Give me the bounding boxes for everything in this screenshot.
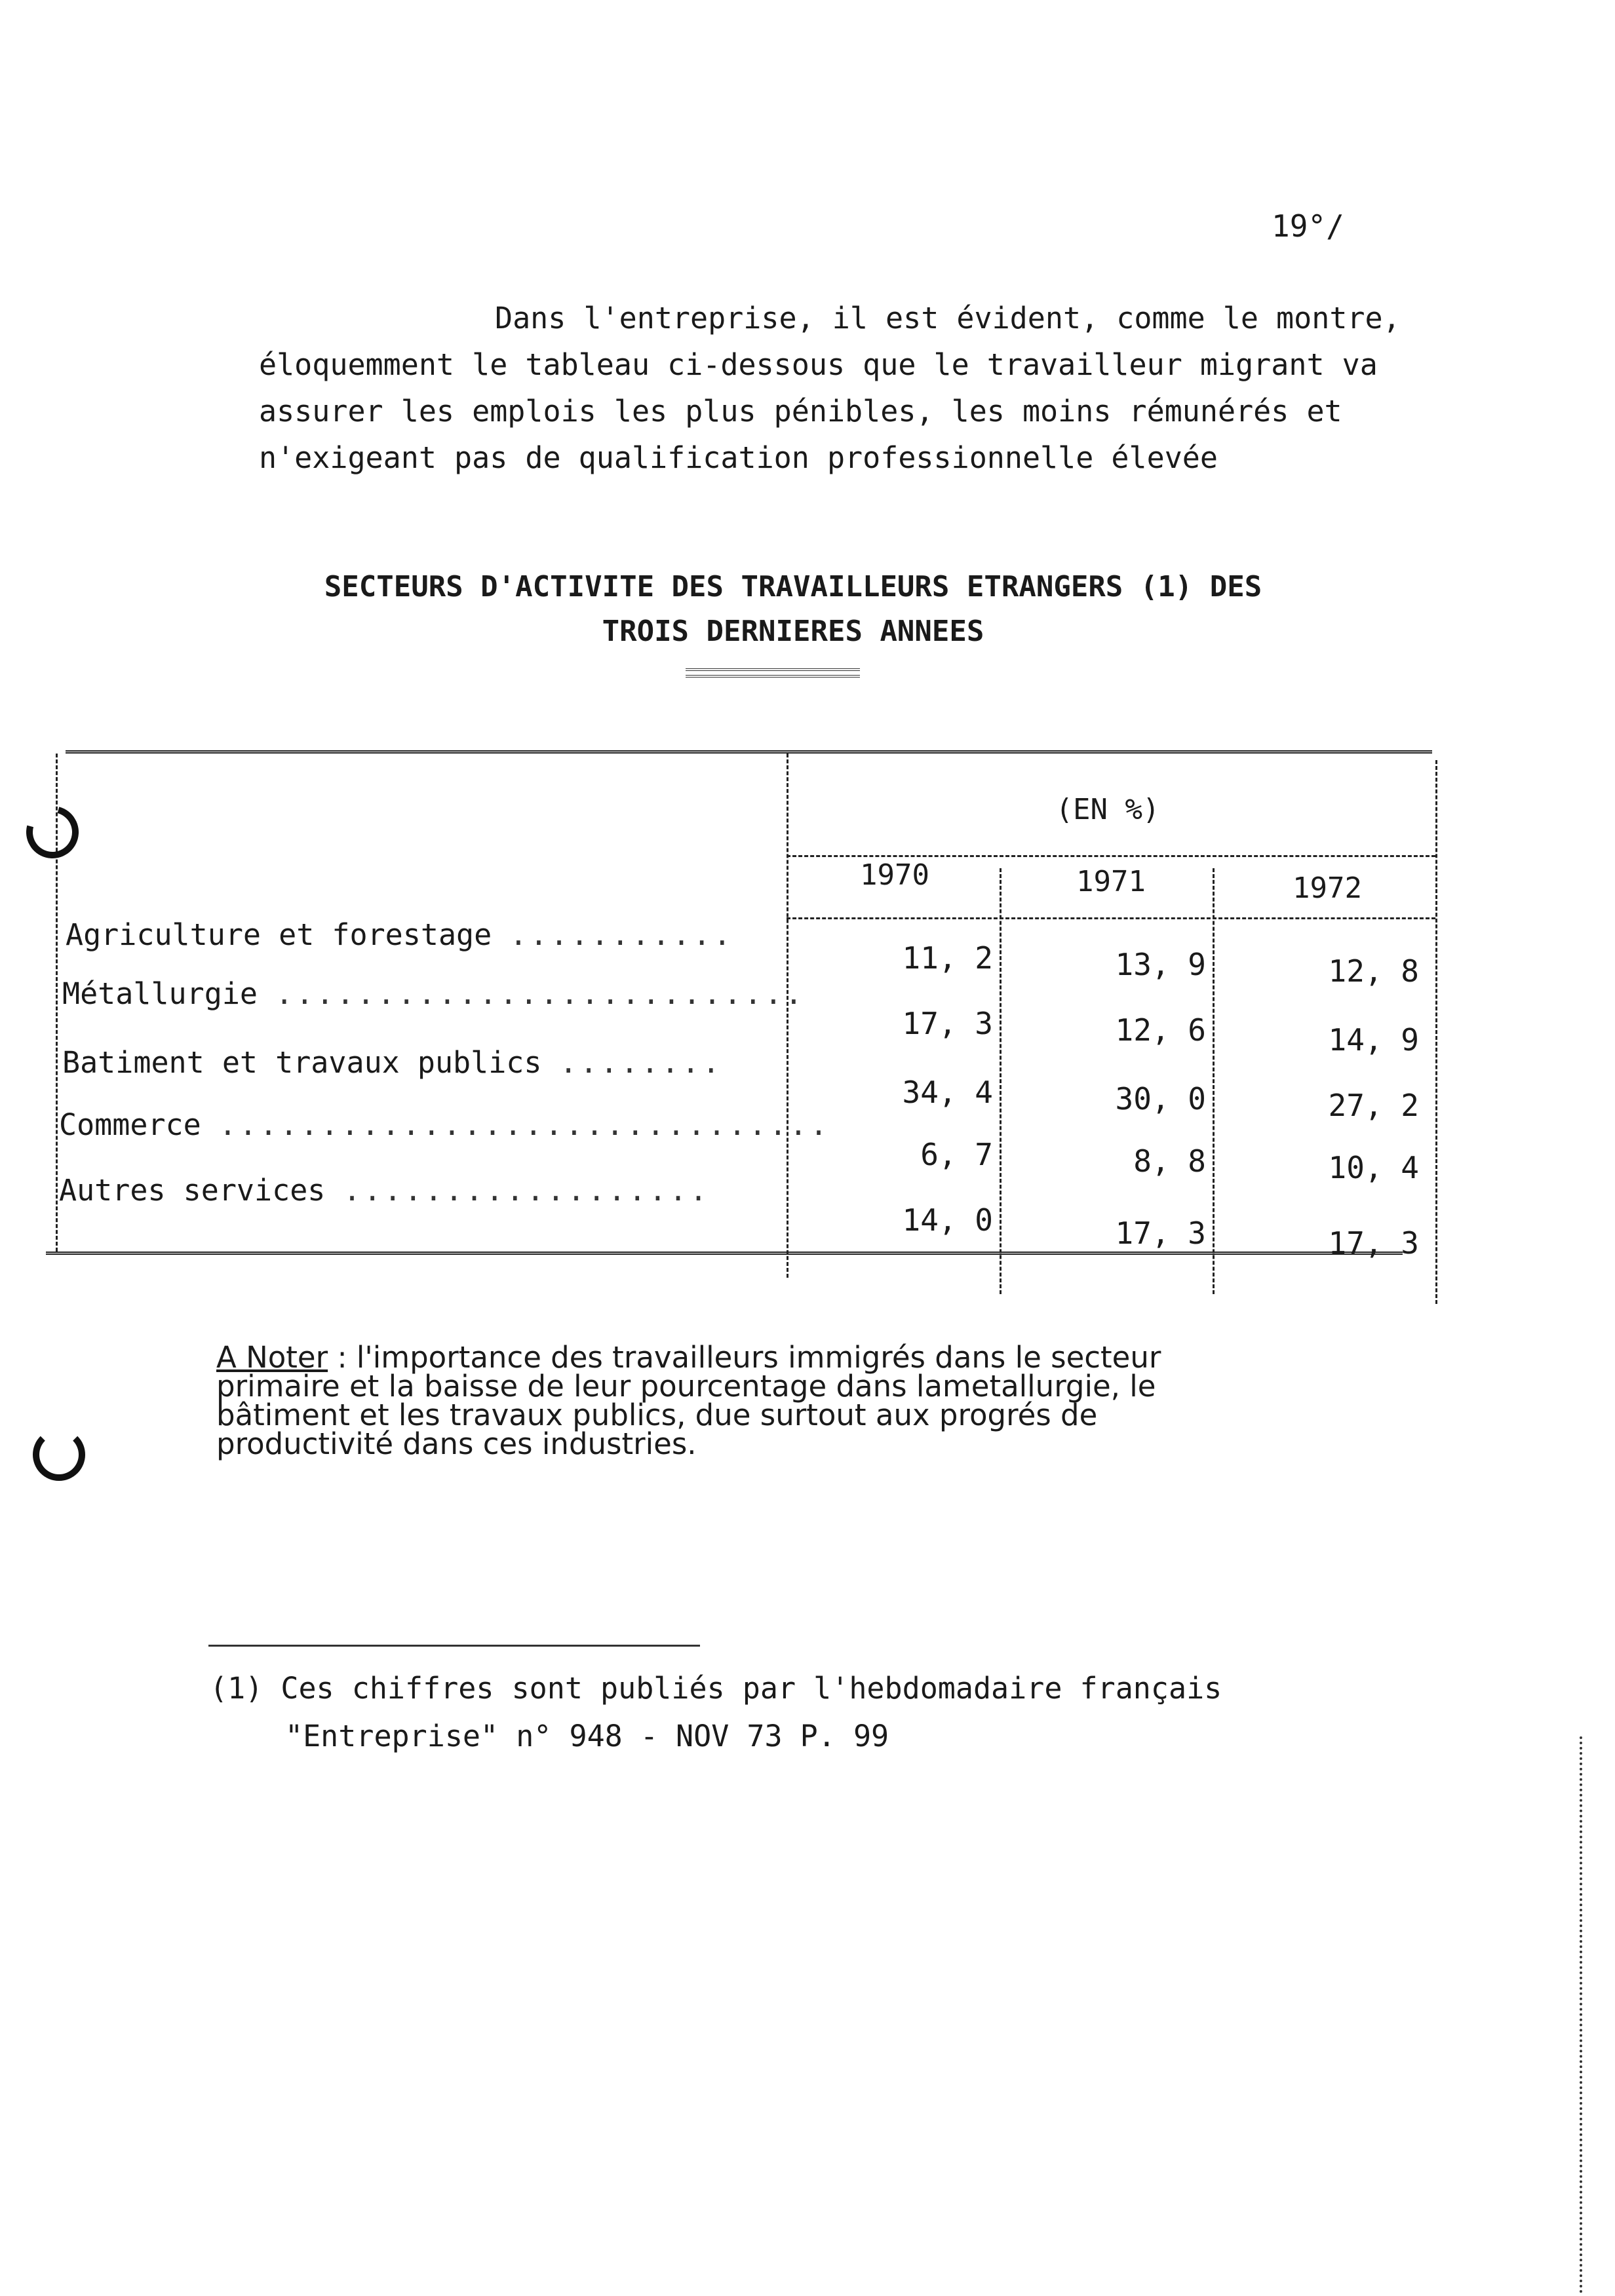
intro-line: assurer les emplois les plus pénibles, les moins rémunérés et	[259, 394, 1342, 429]
table-cell: 6, 7	[920, 1137, 993, 1172]
note-line: primaire et la baisse de leur pourcentage dans lametallurgie, le	[216, 1369, 1156, 1404]
leader-dots: ..................	[343, 1173, 710, 1208]
leader-dots: ........	[559, 1045, 723, 1080]
table-heading	[256, 565, 1331, 654]
table-cell: 14, 0	[902, 1202, 993, 1238]
intro-line: n'exigeant pas de qualification professionnelle élevée	[259, 440, 1218, 475]
table-cell: 17, 3	[902, 1006, 993, 1041]
table-row-label	[66, 917, 733, 952]
table-right-border	[1435, 760, 1437, 1304]
table-row-label	[62, 976, 806, 1011]
table-cell: 17, 3	[1115, 1215, 1206, 1251]
year-header-1970: 1970	[860, 858, 929, 892]
sector-name: Batiment et travaux publics	[62, 1045, 542, 1080]
sector-name: Métallurgie	[62, 976, 258, 1011]
table-top-border	[66, 750, 1432, 754]
label-column-divider	[787, 754, 788, 1278]
unit-header: (EN %)	[1055, 793, 1160, 826]
binder-hole-mark	[33, 1428, 85, 1481]
table-cell: 12, 8	[1328, 953, 1419, 989]
note-line: bâtiment et les travaux publics, due surtout aux progrés de	[216, 1398, 1098, 1432]
table-cell: 8, 8	[1133, 1143, 1206, 1179]
table-cell: 12, 6	[1115, 1012, 1206, 1048]
year-header-1972: 1972	[1293, 871, 1362, 905]
sector-name: Agriculture et forestage	[66, 917, 492, 952]
year-row-divider	[787, 917, 1435, 919]
year-divider	[1213, 868, 1215, 1294]
year-header-1971: 1971	[1076, 865, 1146, 898]
page-number: 19°/	[1272, 208, 1344, 244]
footnote-line: "Entreprise" n° 948 - NOV 73 P. 99	[285, 1719, 889, 1753]
note-label: A Noter	[216, 1340, 328, 1375]
leader-dots: ..........................	[275, 976, 806, 1011]
note-line: : l'importance des travailleurs immigrés dans le secteur	[337, 1340, 1161, 1375]
note-paragraph	[216, 1340, 1161, 1461]
note-line: productivité dans ces industries.	[216, 1426, 697, 1461]
footnote-line: (1) Ces chiffres sont publiés par l'hebdomadaire français	[210, 1671, 1222, 1706]
table-cell: 11, 2	[902, 940, 993, 976]
table-cell: 27, 2	[1328, 1088, 1419, 1123]
table-cell: 17, 3	[1328, 1225, 1419, 1261]
leader-dots: ...........	[509, 917, 734, 952]
table-cell: 13, 9	[1115, 947, 1206, 982]
table-row-label	[62, 1045, 722, 1080]
intro-line: éloquemment le tableau ci-dessous que le travailleur migrant va	[259, 347, 1378, 382]
scan-edge-marks	[1580, 1736, 1591, 2293]
table-cell: 34, 4	[902, 1075, 993, 1110]
intro-line: Dans l'entreprise, il est évident, comme le montre,	[495, 301, 1401, 335]
unit-row-divider	[787, 855, 1435, 857]
table-bottom-border	[46, 1252, 1403, 1255]
table-row-label	[59, 1173, 710, 1208]
leader-dots: ..............................	[218, 1107, 830, 1142]
intro-paragraph	[259, 295, 1401, 481]
footnote	[210, 1664, 1222, 1760]
sector-name: Commerce	[59, 1107, 201, 1142]
year-divider	[1000, 868, 1002, 1294]
table-cell: 30, 0	[1115, 1081, 1206, 1117]
table-cell: 10, 4	[1328, 1150, 1419, 1185]
table-heading-line: TROIS DERNIERES ANNEES	[602, 615, 984, 648]
binder-hole-mark	[16, 796, 88, 868]
table-cell: 14, 9	[1328, 1022, 1419, 1058]
heading-underline	[686, 668, 860, 678]
table-row-label	[59, 1107, 830, 1142]
footnote-separator	[208, 1645, 700, 1647]
table-heading-line: SECTEURS D'ACTIVITE DES TRAVAILLEURS ETRANGERS (1) DES	[324, 570, 1262, 603]
sector-name: Autres services	[59, 1173, 326, 1208]
